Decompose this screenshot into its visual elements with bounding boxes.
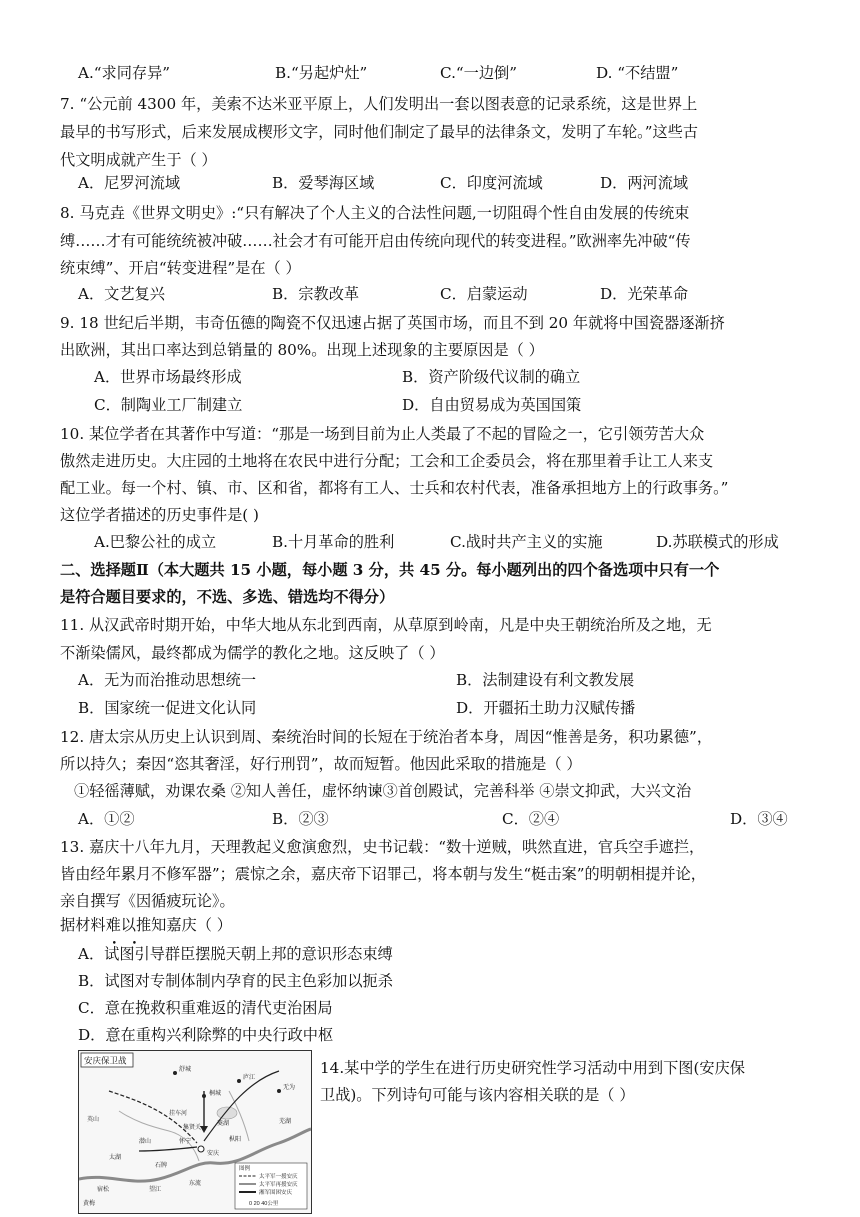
q13-stem-post: 推知嘉庆（ ）: [135, 916, 232, 934]
q8-line-1: 8. 马克垚《世界文明史》:“只有解决了个人主义的合法性问题,一切阻碍个性自由发展的传统束: [60, 204, 690, 222]
label-guachehe: 挂车河: [169, 1111, 188, 1117]
q6-option-b: B.“另起炉灶”: [275, 64, 368, 82]
lake: [217, 1107, 237, 1119]
label-huaining: 怀宁: [179, 1139, 192, 1145]
river-tributary: [119, 1111, 202, 1161]
q9-line-1: 9. 18 世纪后半期，韦奇伍德的陶瓷不仅迅速占据了英国市场，而且不到 20 年就将中国瓷器逐渐挤: [60, 314, 725, 332]
section-2-heading-line-1: 二、选择题Ⅱ（本大题共 15 小题，每小题 3 分，共 45 分。每小题列出的四个备选项中只有一个: [60, 561, 720, 579]
q11-line-2: 不渐染儒风，最终都成为儒学的教化之地。这反映了（ ）: [60, 644, 445, 662]
q7-option-a: A．尼罗河流域: [78, 174, 181, 192]
label-yingshan: 英山: [87, 1117, 100, 1123]
q9-option-c: C．制陶业工厂制建立: [94, 396, 243, 414]
q8-line-3: 统束缚”、开启“转变进程”是在（ ）: [60, 259, 301, 277]
q10-line-1: 10. 某位学者在其著作中写道：“那是一场到目前为止人类最了不起的冒险之一，它引领劳苦大众: [60, 425, 705, 443]
shucheng-marker: [173, 1071, 177, 1075]
lujiang-marker: [237, 1079, 241, 1083]
advance-arrow-1: [109, 1091, 197, 1143]
q11-option-d: D．开疆拓土助力汉赋传播: [456, 699, 636, 717]
advance-arrow-3: [139, 1147, 197, 1151]
label-linghu: 菱湖: [217, 1121, 230, 1127]
q8-option-b: B．宗教改革: [272, 285, 360, 303]
anqing-battle-map: [78, 1050, 312, 1214]
label-shipai: 石牌: [155, 1163, 168, 1169]
q6-option-d: D. “不结盟”: [596, 64, 679, 82]
label-wuhu: 芜湖: [279, 1119, 292, 1125]
q13-line-1: 13. 嘉庆十八年九月，天理教起义愈演愈烈，史书记载：“数十逆贼，哄然直进，官兵空手遮拦，: [60, 838, 705, 856]
q14-line-1: 14.某中学的学生在进行历史研究性学习活动中用到下图(安庆保: [320, 1059, 745, 1077]
label-anqing: 安庆: [207, 1151, 220, 1157]
q7-option-c: C．印度河流域: [440, 174, 543, 192]
q11-option-b: B．法制建设有利文教发展: [456, 671, 635, 689]
label-lujiang: 庐江: [243, 1075, 256, 1081]
q10-option-a: A.巴黎公社的成立: [94, 533, 217, 551]
q9-option-b: B．资产阶级代议制的确立: [402, 368, 581, 386]
q11-option-a: A．无为而治推动思想统一: [78, 671, 257, 689]
q10-line-4: 这位学者描述的历史事件是( ): [60, 506, 259, 524]
q12-option-a: A．①②: [78, 810, 135, 828]
wuwei-marker: [277, 1089, 281, 1093]
q12-option-c: C．②④: [502, 810, 560, 828]
q13-option-a: A．试图引导群臣摆脱天朝上邦的意识形态束缚: [78, 945, 393, 963]
q11-option-c: B．国家统一促进文化认同: [78, 699, 257, 717]
q14-line-2: 卫战)。下列诗句可能与该内容相关联的是（ ）: [320, 1086, 635, 1104]
map-drawing: [79, 1051, 311, 1213]
arrow-head: [200, 1126, 208, 1133]
label-taihu: 太湖: [109, 1155, 122, 1161]
anqing-marker: [198, 1146, 204, 1152]
label-dongliu: 东流: [189, 1181, 202, 1187]
label-huangmei: 黄梅: [83, 1201, 96, 1207]
label-jixianguan: 集贤关: [183, 1125, 202, 1131]
q13-stem-emphasis: 难以 • •: [106, 916, 136, 934]
advance-arrow-2: [204, 1071, 279, 1141]
q13-stem: [60, 914, 232, 936]
label-tongcheng: 桐城: [209, 1091, 222, 1097]
label-shucheng: 舒城: [179, 1067, 192, 1073]
q9-line-2: 出欧洲，其出口率达到总销量的 80%。出现上述现象的主要原因是（ ）: [60, 341, 544, 359]
q8-option-c: C．启蒙运动: [440, 285, 528, 303]
q9-option-d: D．自由贸易成为英国国策: [402, 396, 582, 414]
label-susong: 宿松: [97, 1187, 110, 1193]
label-wangjiang: 望江: [149, 1187, 162, 1193]
q13-stem-pre: 据材料: [60, 916, 106, 934]
label-zongyang: 枞阳: [229, 1137, 242, 1143]
legend-title: 图例: [239, 1166, 251, 1172]
q13-line-3: 亲自撰写《因循疲玩论》。: [60, 892, 235, 910]
q13-option-c: C．意在挽救积重难返的清代吏治困局: [78, 999, 333, 1017]
legend-item-2: 太平军再援安庆: [259, 1182, 298, 1188]
label-wuwei: 无为: [283, 1085, 296, 1091]
q11-line-1: 11. 从汉武帝时期开始，中华大地从东北到西南，从草原到岭南，凡是中央王朝统治所及之地，无: [60, 616, 712, 634]
legend-item-1: 太平军一援安庆: [259, 1174, 298, 1180]
q7-option-d: D．两河流域: [600, 174, 689, 192]
tongcheng-marker: [202, 1094, 206, 1098]
q13-line-2: 皆由经年累月不修军器”；震惊之余，嘉庆帝下诏罪己，将本朝与发生“梃击案”的明朝相提并论，: [60, 865, 706, 883]
q10-option-c: C.战时共产主义的实施: [450, 533, 603, 551]
q7-line-3: 代文明成就产生于（ ）: [60, 151, 217, 169]
q7-option-b: B．爱琴海区域: [272, 174, 375, 192]
q7-line-2: 最早的书写形式，后来发展成楔形文字，同时他们制定了最早的法律条文，发明了车轮。”这些古: [60, 123, 699, 141]
map-title: 安庆保卫战: [84, 1055, 127, 1066]
q12-option-b: B．②③: [272, 810, 329, 828]
q12-option-d: D．③④: [730, 810, 788, 828]
q6-option-a: A.“求同存异”: [78, 64, 171, 82]
q10-line-3: 配工业。每一个村、镇、市、区和省，都将有工人、士兵和农村代表，准备承担地方上的行政事务。”: [60, 479, 729, 497]
q9-option-a: A．世界市场最终形成: [94, 368, 242, 386]
q7-line-1: 7. “公元前 4300 年，美索不达米亚平原上，人们发明出一套以图表意的记录系统，这是世界上: [60, 95, 698, 113]
q12-line-3: ①轻徭薄赋，劝课农桑 ②知人善任，虚怀纳谏③首创殿试，完善科举 ④崇文抑武，大兴文治: [74, 782, 692, 800]
q6-option-c: C.“一边倒”: [440, 64, 517, 82]
label-qianshan: 潜山: [139, 1139, 152, 1145]
q10-line-2: 傲然走进历史。大庄园的土地将在农民中进行分配；工会和工企委员会，将在那里着手让工人来支: [60, 452, 714, 470]
legend-scale: 0 20 40公里: [249, 1201, 279, 1207]
legend-item-3: 湘军围困安庆: [259, 1190, 293, 1196]
q12-line-2: 所以持久；秦因“恣其奢淫，好行刑罚”，故而短暂。他因此采取的措施是（ ）: [60, 755, 582, 773]
q8-option-a: A．文艺复兴: [78, 285, 165, 303]
q13-option-d: D．意在重构兴利除弊的中央行政中枢: [78, 1026, 334, 1044]
q12-line-1: 12. 唐太宗从历史上认识到周、秦统治时间的长短在于统治者本身，周因“惟善是务，积功累德”，: [60, 728, 713, 746]
q8-option-d: D．光荣革命: [600, 285, 689, 303]
q10-option-b: B.十月革命的胜利: [272, 533, 395, 551]
q13-option-b: B．试图对专制体制内孕育的民主色彩加以扼杀: [78, 972, 393, 990]
q8-line-2: 缚……才有可能统统被冲破……社会才有可能开启由传统向现代的转变进程。”欧洲率先冲破“传: [60, 232, 691, 250]
q10-option-d: D.苏联模式的形成: [656, 533, 779, 551]
section-2-heading-line-2: 是符合题目要求的，不选、多选、错选均不得分）: [60, 588, 395, 606]
